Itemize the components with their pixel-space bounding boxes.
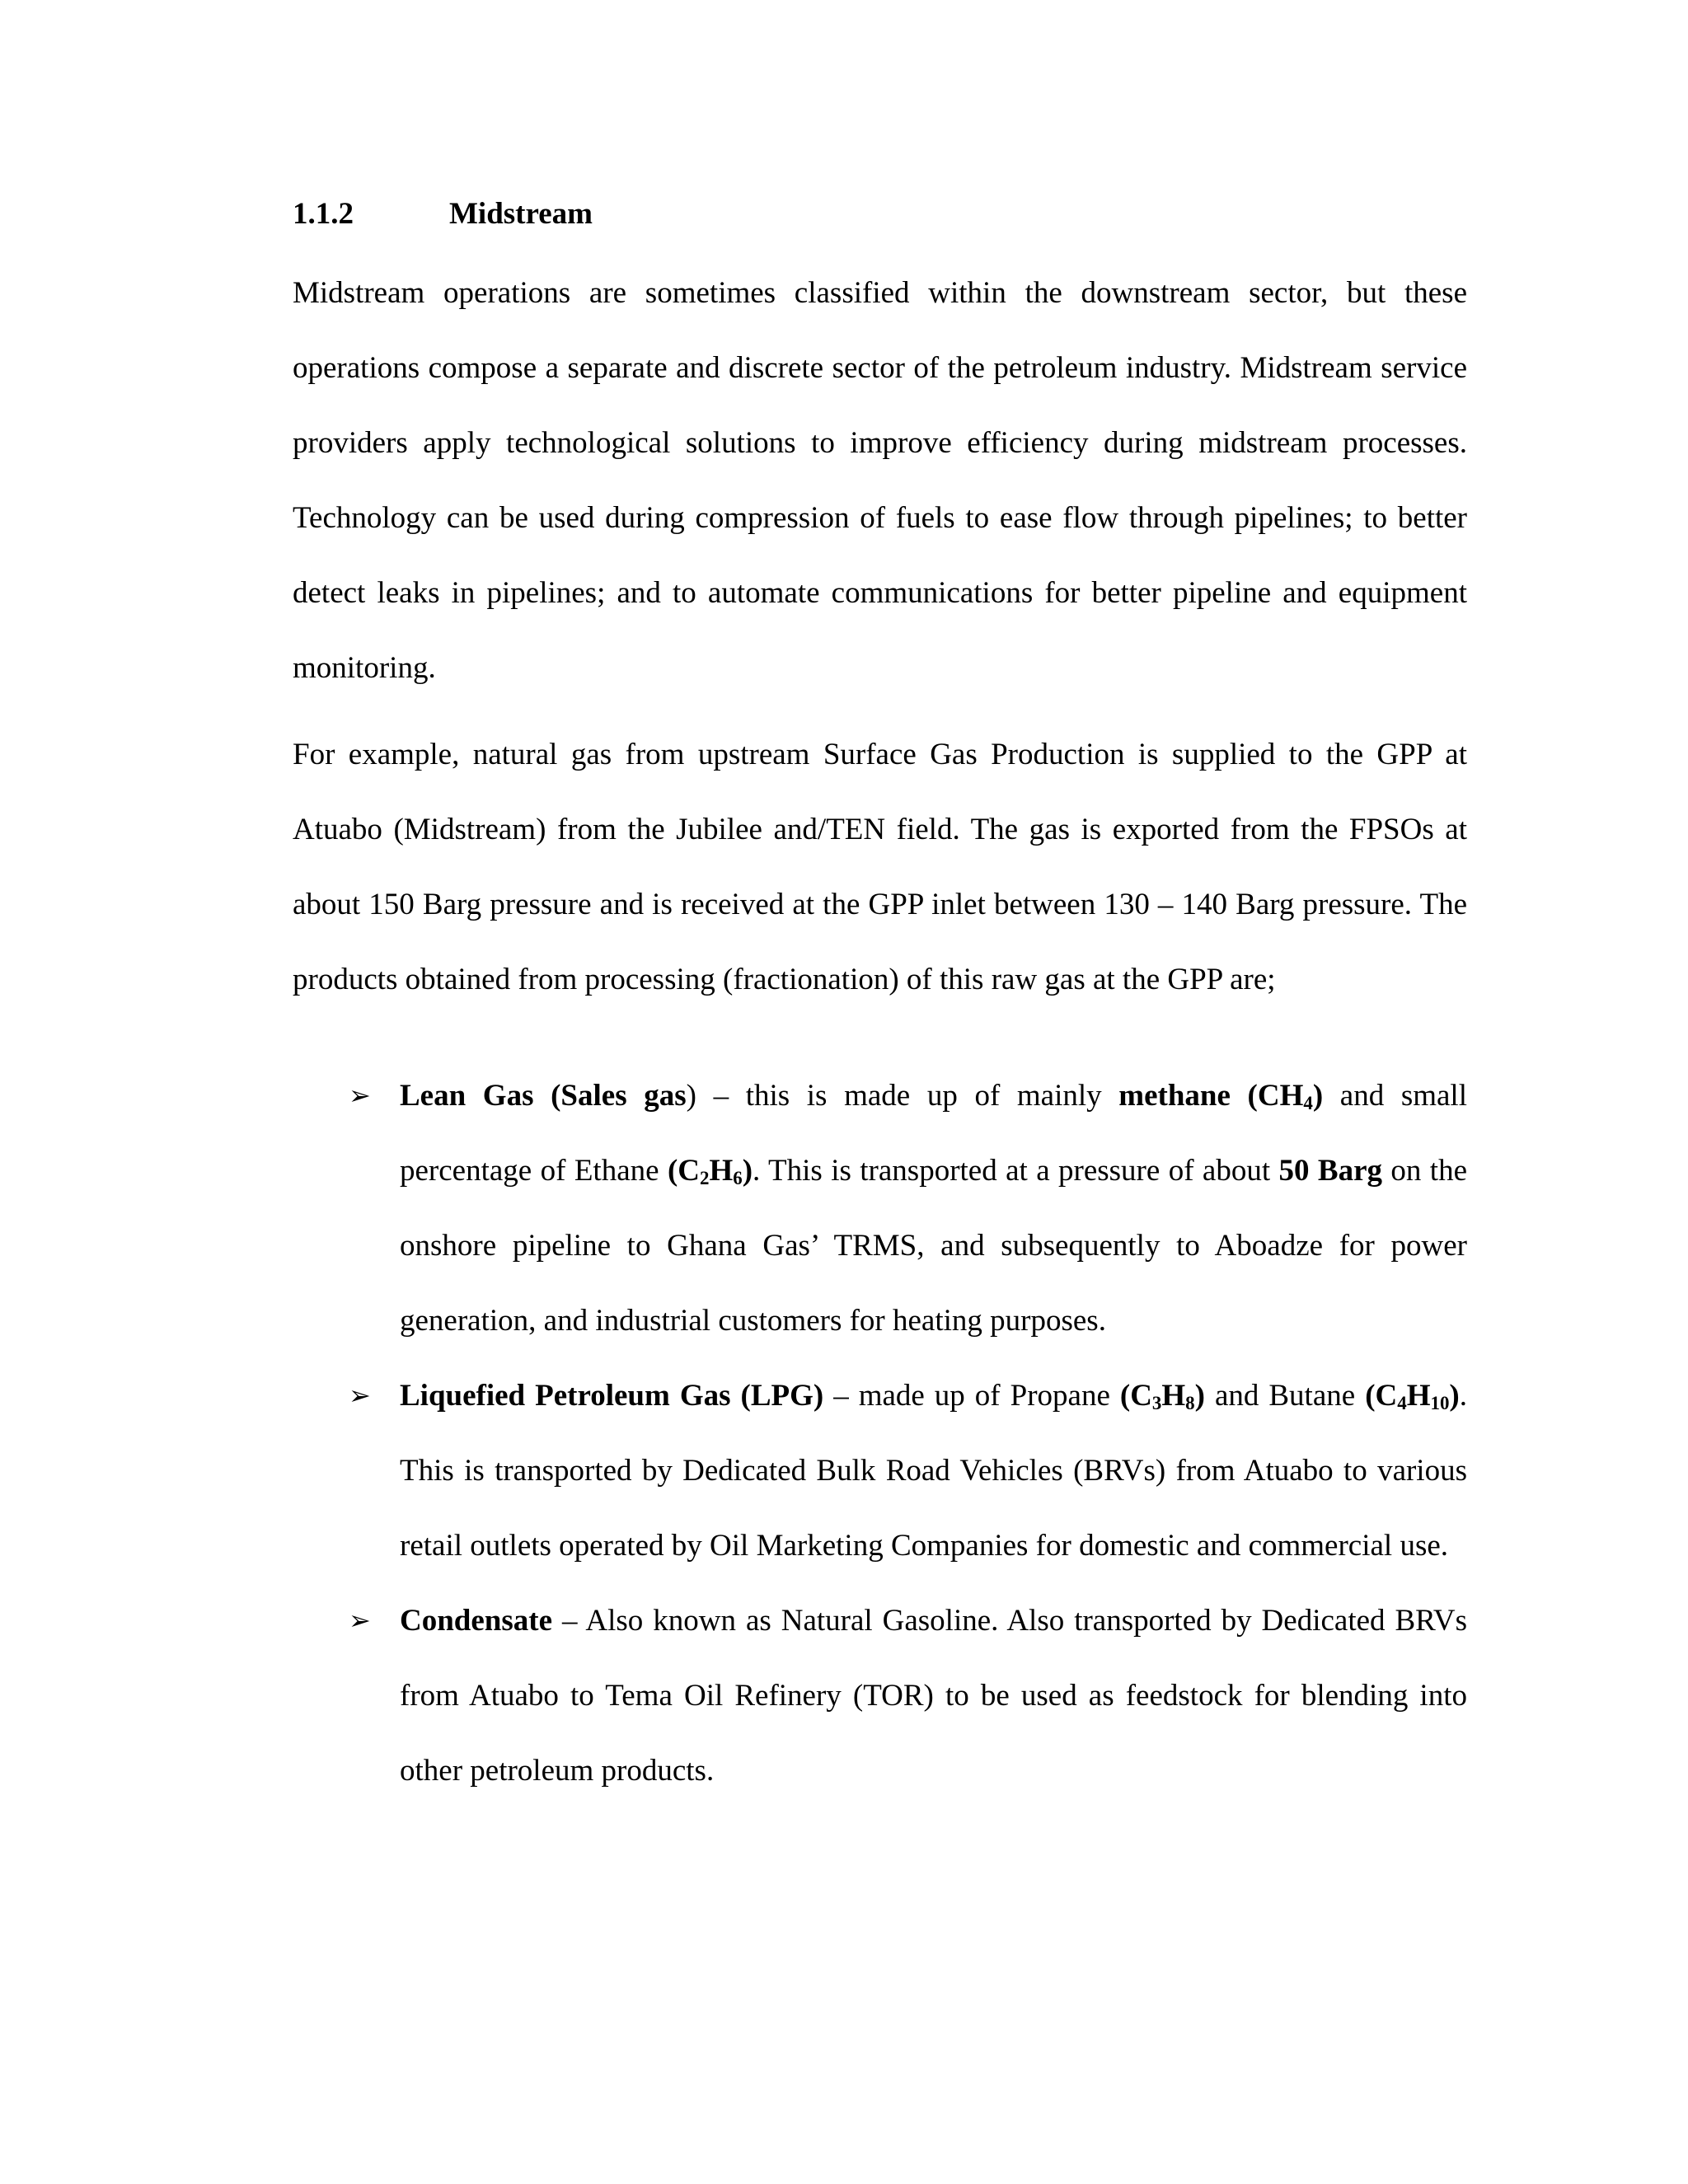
section-title: Midstream	[449, 197, 593, 231]
paragraph-midstream-overview: Midstream operations are sometimes classified within the downstream sector, but these operations compose a separate and discrete sector of the petroleum industry. Midstream service providers apply technological solutions to improve efficiency during midstream processes. Technology can be used during compression of fuels to ease flow through pipelines; to better detect leaks in pipelines; and to automate communications for better pipeline and equipment monitoring.	[293, 276, 1467, 685]
methane-formula: methane $(CH_4)$	[1118, 1079, 1324, 1114]
ethane-formula: $(C_2H_6)$	[667, 1154, 753, 1189]
list-item-condensate	[293, 1583, 1467, 1808]
lpg-term: Liquefied Petroleum Gas (LPG)	[400, 1379, 824, 1413]
product-list	[293, 1058, 1467, 1808]
arrowhead-bullet-icon: ➢	[349, 1380, 371, 1411]
section-heading	[293, 190, 1467, 239]
list-item-lean-gas	[293, 1058, 1467, 1358]
list-item-lpg	[293, 1358, 1467, 1583]
condensate-text: Condensate – Also known as Natural Gasoline. Also transported by Dedicated BRVs from Atuabo to Tema Oil Refinery (TOR) to be used as feedstock for blending into other petroleum products.	[400, 1604, 1467, 1788]
lean-gas-term: Lean Gas (Sales gas	[400, 1079, 687, 1113]
lean-gas-pressure: 50 Barg	[1278, 1154, 1383, 1188]
document-page	[293, 190, 1467, 1808]
arrowhead-bullet-icon: ➢	[349, 1080, 371, 1111]
propane-formula: $(C_3H_8)$	[1119, 1379, 1205, 1414]
butane-formula: $(C_4H_{10})$	[1365, 1379, 1460, 1414]
lean-gas-text: Lean Gas (Sales gas) – this is made up of mainly methane $(CH_4)$ and small percentage of Ethane $(C_2H_6)$. This is transported at a pressure of about 50 Barg on the onshore pipeline to Ghana Gas’ TRMS, and subsequently to Aboadze for power generation, and industrial customers for heating purposes.	[400, 1079, 1468, 1338]
condensate-term: Condensate	[400, 1604, 553, 1638]
arrowhead-bullet-icon: ➢	[349, 1605, 371, 1636]
paragraph-gas-example: For example, natural gas from upstream Surface Gas Production is supplied to the GPP at Atuabo (Midstream) from the Jubilee and/TEN field. The gas is exported from the FPSOs at about 150 Barg pressure and is received at the GPP inlet between 130 – 140 Barg pressure. The products obtained from processing (fractionation) of this raw gas at the GPP are;	[293, 738, 1467, 996]
lpg-text: Liquefied Petroleum Gas (LPG) – made up of Propane $(C_3H_8)$ and Butane $(C_4H_{10})$. This is transported by Dedicated Bulk Road Vehicles (BRVs) from Atuabo to various retail outlets operated by Oil Marketing Companies for domestic and commercial use.	[400, 1379, 1467, 1563]
section-number: 1.1.2	[293, 197, 354, 231]
